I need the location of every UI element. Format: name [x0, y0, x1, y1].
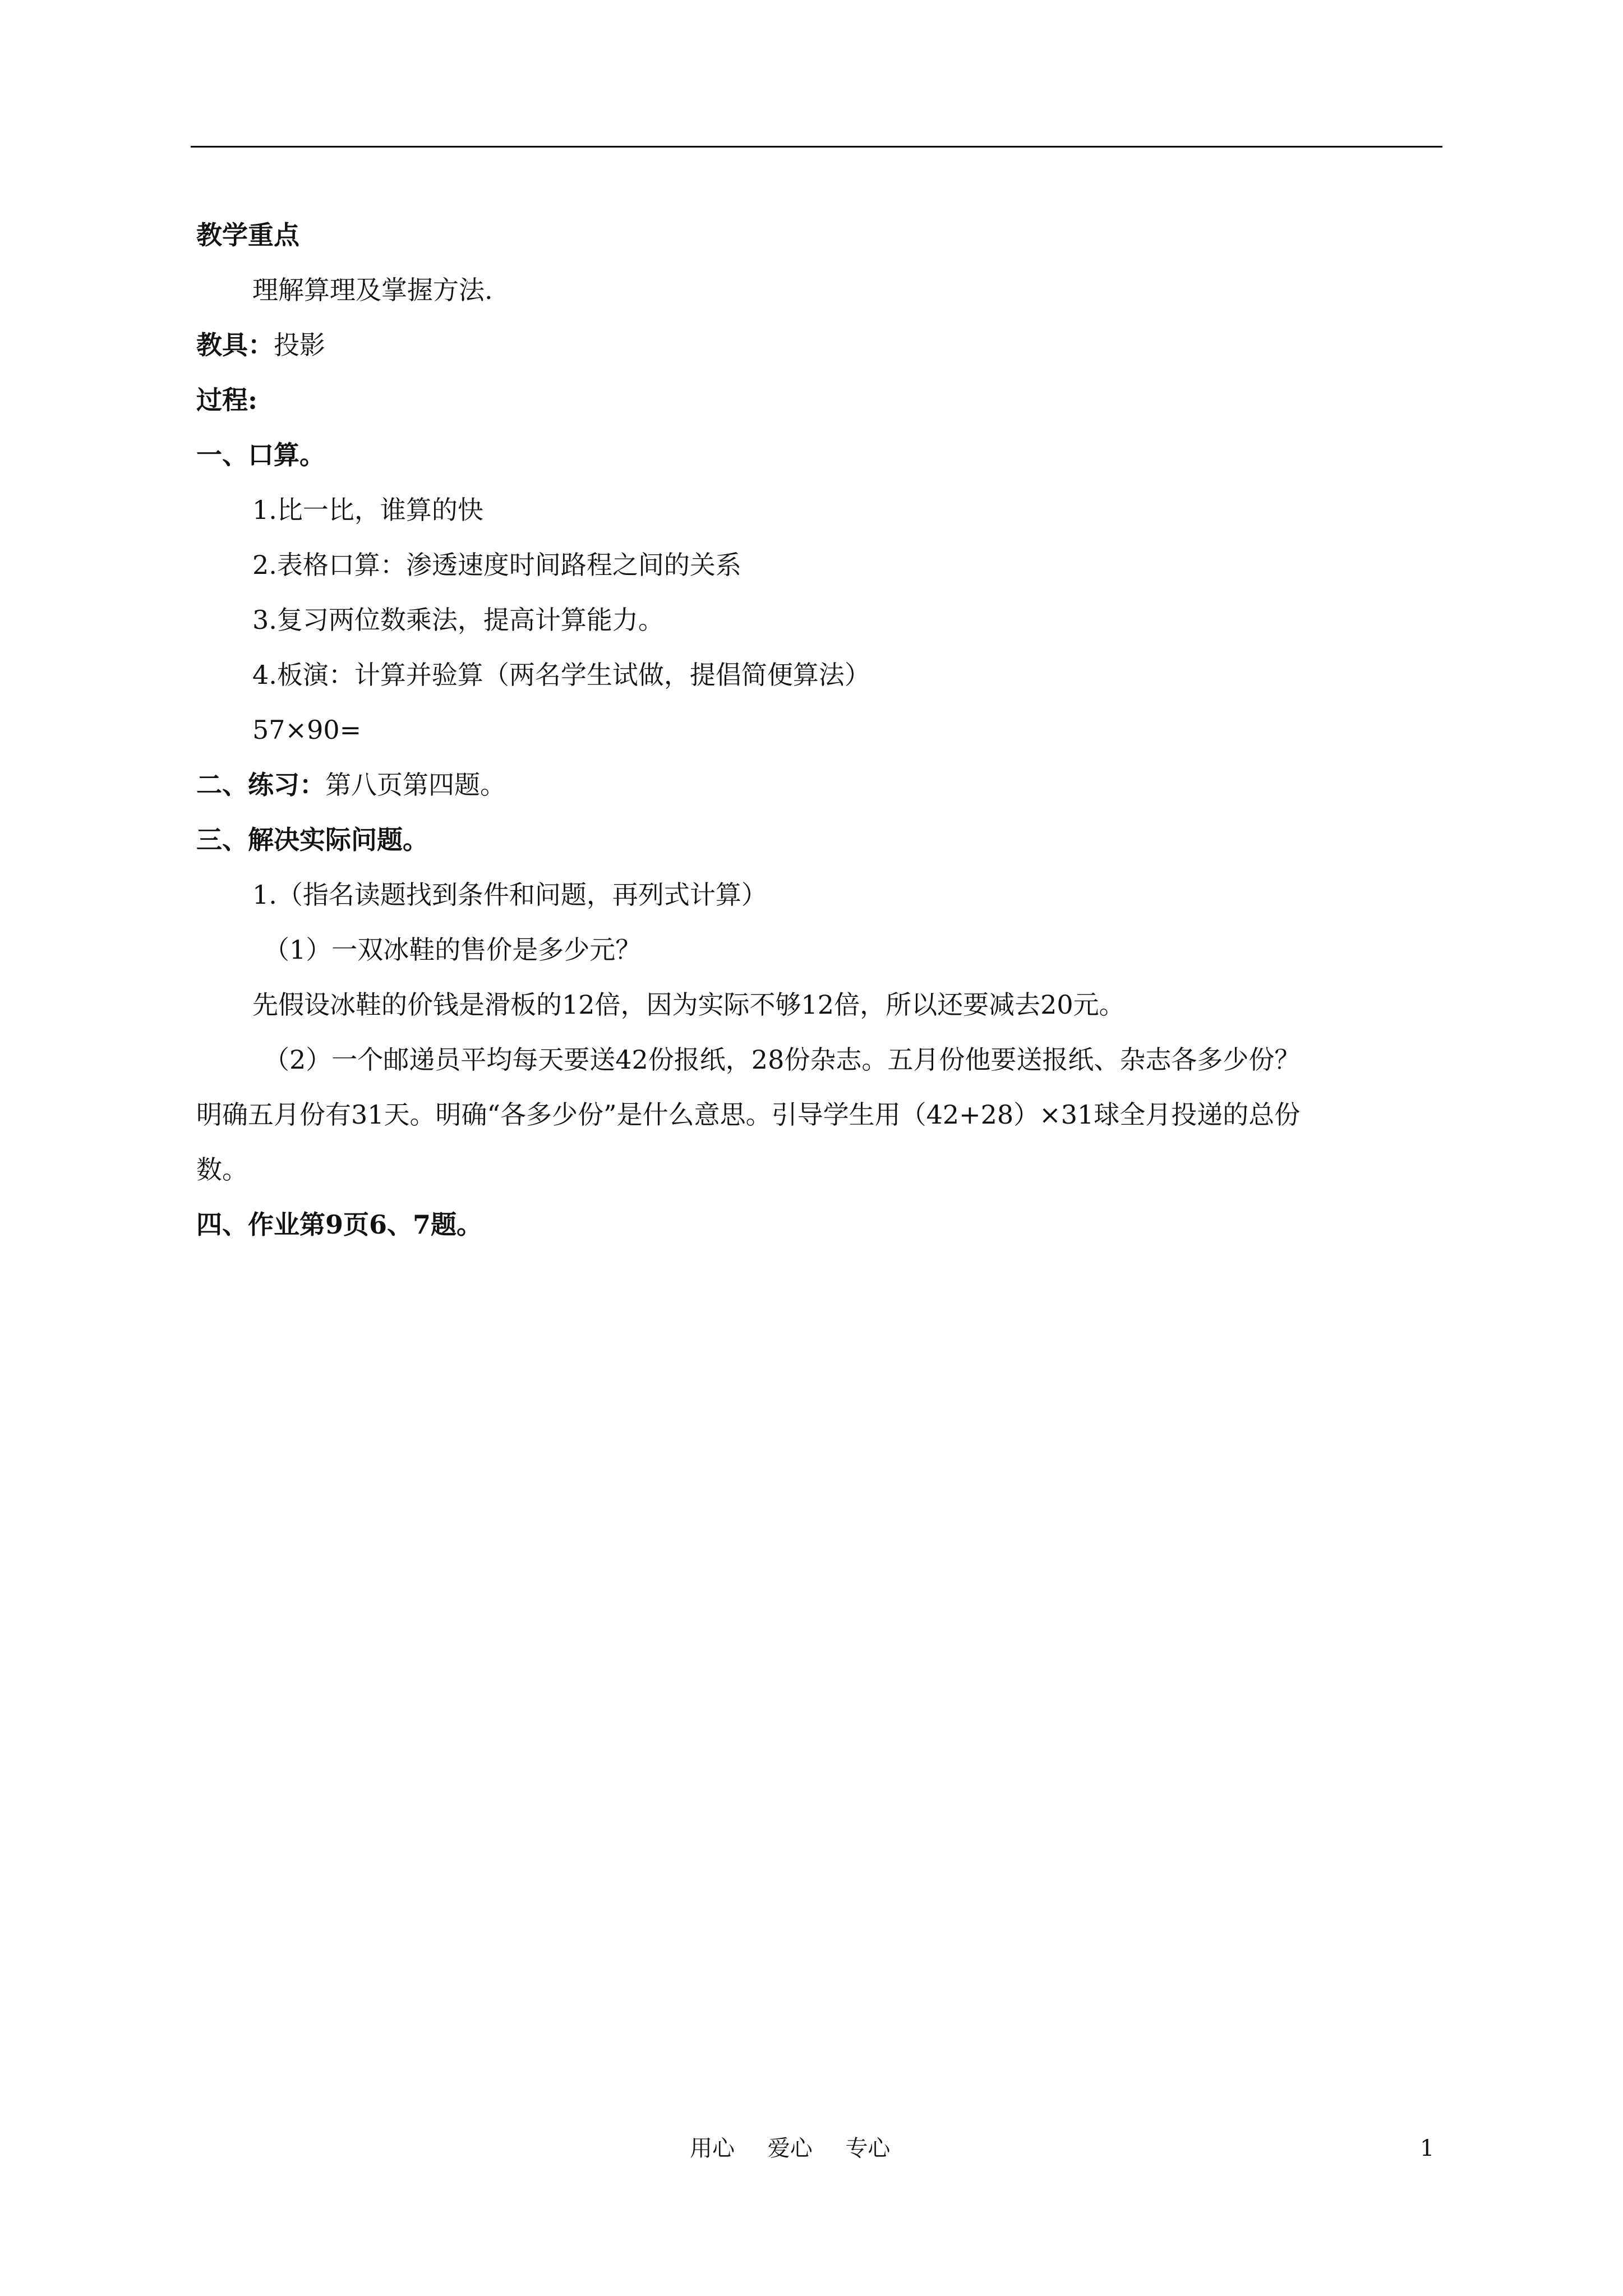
footer-slogan-word-1: 用心	[690, 2136, 735, 2161]
part1-item-3: 3.复习两位数乘法，提高计算能力。	[252, 605, 664, 635]
teaching-tools-label: 教具：	[196, 330, 274, 360]
page-footer	[0, 2132, 1623, 2165]
part1-item-1: 1.比一比，谁算的快	[252, 495, 483, 525]
process-heading: 过程:	[196, 385, 257, 415]
part3-question-2-explanation-line-2: 数。	[196, 1154, 248, 1185]
teaching-tools-value: 投影	[274, 330, 325, 360]
document-body	[196, 208, 1447, 1252]
part3-question-1: （1）一双冰鞋的售价是多少元？	[264, 935, 642, 965]
key-points-heading: 教学重点	[196, 220, 299, 250]
part1-heading: 一、口算。	[196, 440, 325, 470]
part3-question-2: （2）一个邮递员平均每天要送42份报纸，28份杂志。五月份他要送报纸、杂志各多少份？	[264, 1045, 1301, 1075]
part1-item-2: 2.表格口算：渗透速度时间路程之间的关系	[252, 550, 741, 580]
part2-text: 第八页第四题。	[325, 770, 506, 800]
part1-item-4: 4.板演：计算并验算（两名学生试做，提倡简便算法）	[252, 660, 870, 690]
part1-item-5: 57×90=	[252, 715, 362, 745]
footer-slogan	[690, 2132, 916, 2165]
footer-slogan-word-3: 专心	[845, 2136, 891, 2161]
part3-question-1-explanation: 先假设冰鞋的价钱是滑板的12倍，因为实际不够12倍，所以还要减去20元。	[252, 990, 1125, 1020]
header-rule	[191, 146, 1442, 148]
part3-item-1: 1.（指名读题找到条件和问题，再列式计算）	[252, 880, 767, 910]
part4-heading: 四、作业第9页6、7题。	[196, 1209, 483, 1240]
page-number: 1	[1420, 2136, 1435, 2161]
key-points-text: 理解算理及掌握方法.	[252, 275, 493, 305]
part3-heading: 三、解决实际问题。	[196, 825, 428, 855]
part2-label: 二、练习：	[196, 770, 325, 800]
part3-question-2-explanation-line-1: 明确五月份有31天。明确“各多少份”是什么意思。引导学生用（42+28）×31球全月投递的总份	[196, 1099, 1301, 1130]
footer-slogan-word-2: 爱心	[767, 2136, 813, 2161]
teaching-tools	[196, 318, 1447, 372]
part2	[196, 757, 1447, 812]
